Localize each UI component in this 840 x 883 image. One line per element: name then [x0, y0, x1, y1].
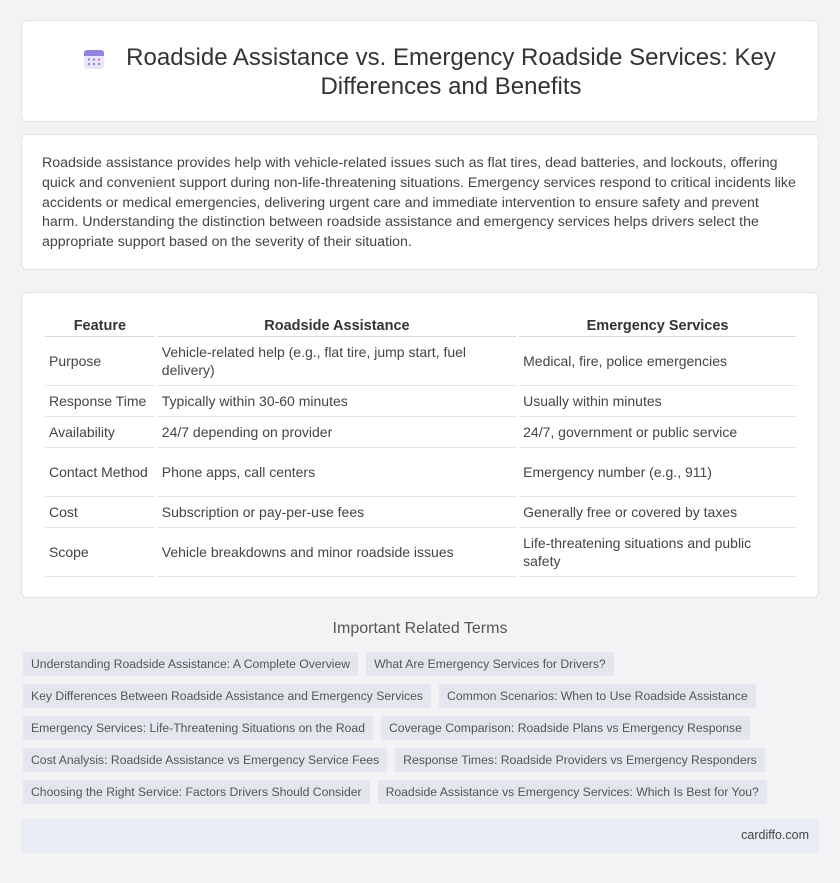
related-term-link[interactable]: Common Scenarios: When to Use Roadside Assistance: [439, 684, 756, 708]
table-row: [45, 386, 796, 417]
table-row: [45, 337, 796, 386]
emergency-cell: 24/7, government or public service: [519, 417, 796, 448]
calendar-icon: [82, 47, 106, 71]
related-term-link[interactable]: Roadside Assistance vs Emergency Services: Which Is Best for You?: [378, 780, 767, 804]
table-row: [45, 497, 796, 528]
feature-cell: Availability: [45, 417, 155, 448]
roadside-cell: Vehicle-related help (e.g., flat tire, jump start, fuel delivery): [158, 337, 516, 386]
table-row: [45, 528, 796, 577]
emergency-cell: Usually within minutes: [519, 386, 796, 417]
related-terms-list: [23, 652, 813, 804]
roadside-cell: Phone apps, call centers: [158, 448, 516, 497]
footer-site-name[interactable]: cardiffo.com: [741, 828, 809, 842]
emergency-cell: Medical, fire, police emergencies: [519, 337, 796, 386]
related-term-link[interactable]: Understanding Roadside Assistance: A Complete Overview: [23, 652, 358, 676]
roadside-cell: 24/7 depending on provider: [158, 417, 516, 448]
page-title: Roadside Assistance vs. Emergency Roadside Services: Key Differences and Benefits: [126, 44, 776, 100]
related-term-link[interactable]: Key Differences Between Roadside Assistance and Emergency Services: [23, 684, 431, 708]
table-row: [45, 417, 796, 448]
table-row: [45, 448, 796, 497]
emergency-cell: Generally free or covered by taxes: [519, 497, 796, 528]
feature-cell: Cost: [45, 497, 155, 528]
emergency-cell: Emergency number (e.g., 911): [519, 448, 796, 497]
feature-cell: Contact Method: [45, 448, 155, 497]
table-header-row: [45, 315, 796, 337]
roadside-cell: Subscription or pay-per-use fees: [158, 497, 516, 528]
related-term-link[interactable]: Cost Analysis: Roadside Assistance vs Emergency Service Fees: [23, 748, 387, 772]
comparison-table-card: [21, 292, 819, 598]
related-term-link[interactable]: Emergency Services: Life-Threatening Situations on the Road: [23, 716, 373, 740]
related-terms-heading: Important Related Terms: [332, 620, 508, 637]
roadside-cell: Vehicle breakdowns and minor roadside issues: [158, 528, 516, 577]
feature-cell: Scope: [45, 528, 155, 577]
column-header: Emergency Services: [519, 315, 796, 337]
intro-card: [21, 134, 819, 270]
feature-cell: Response Time: [45, 386, 155, 417]
intro-paragraph: Roadside assistance provides help with vehicle-related issues such as flat tires, dead batteries, and lockouts, offering quick and convenient support during non-life-threatening situations. Emergency services respond to critical incidents like accidents or medical emergencies, delivering urgent care and immediate intervention to ensure safety and prevent harm. Understanding the distinction between roadside assistance and emergency services helps drivers select the appropriate support based on the severity of their situation.: [42, 155, 796, 251]
related-term-link[interactable]: Choosing the Right Service: Factors Drivers Should Consider: [23, 780, 370, 804]
emergency-cell: Life-threatening situations and public safety: [519, 528, 796, 577]
column-header: Feature: [45, 315, 155, 337]
feature-cell: Purpose: [45, 337, 155, 386]
column-header: Roadside Assistance: [158, 315, 516, 337]
comparison-table: [42, 315, 799, 577]
related-term-link[interactable]: Coverage Comparison: Roadside Plans vs Emergency Response: [381, 716, 750, 740]
related-term-link[interactable]: What Are Emergency Services for Drivers?: [366, 652, 614, 676]
roadside-cell: Typically within 30-60 minutes: [158, 386, 516, 417]
related-term-link[interactable]: Response Times: Roadside Providers vs Emergency Responders: [395, 748, 765, 772]
title-card: [21, 20, 819, 122]
footer: [21, 819, 819, 853]
